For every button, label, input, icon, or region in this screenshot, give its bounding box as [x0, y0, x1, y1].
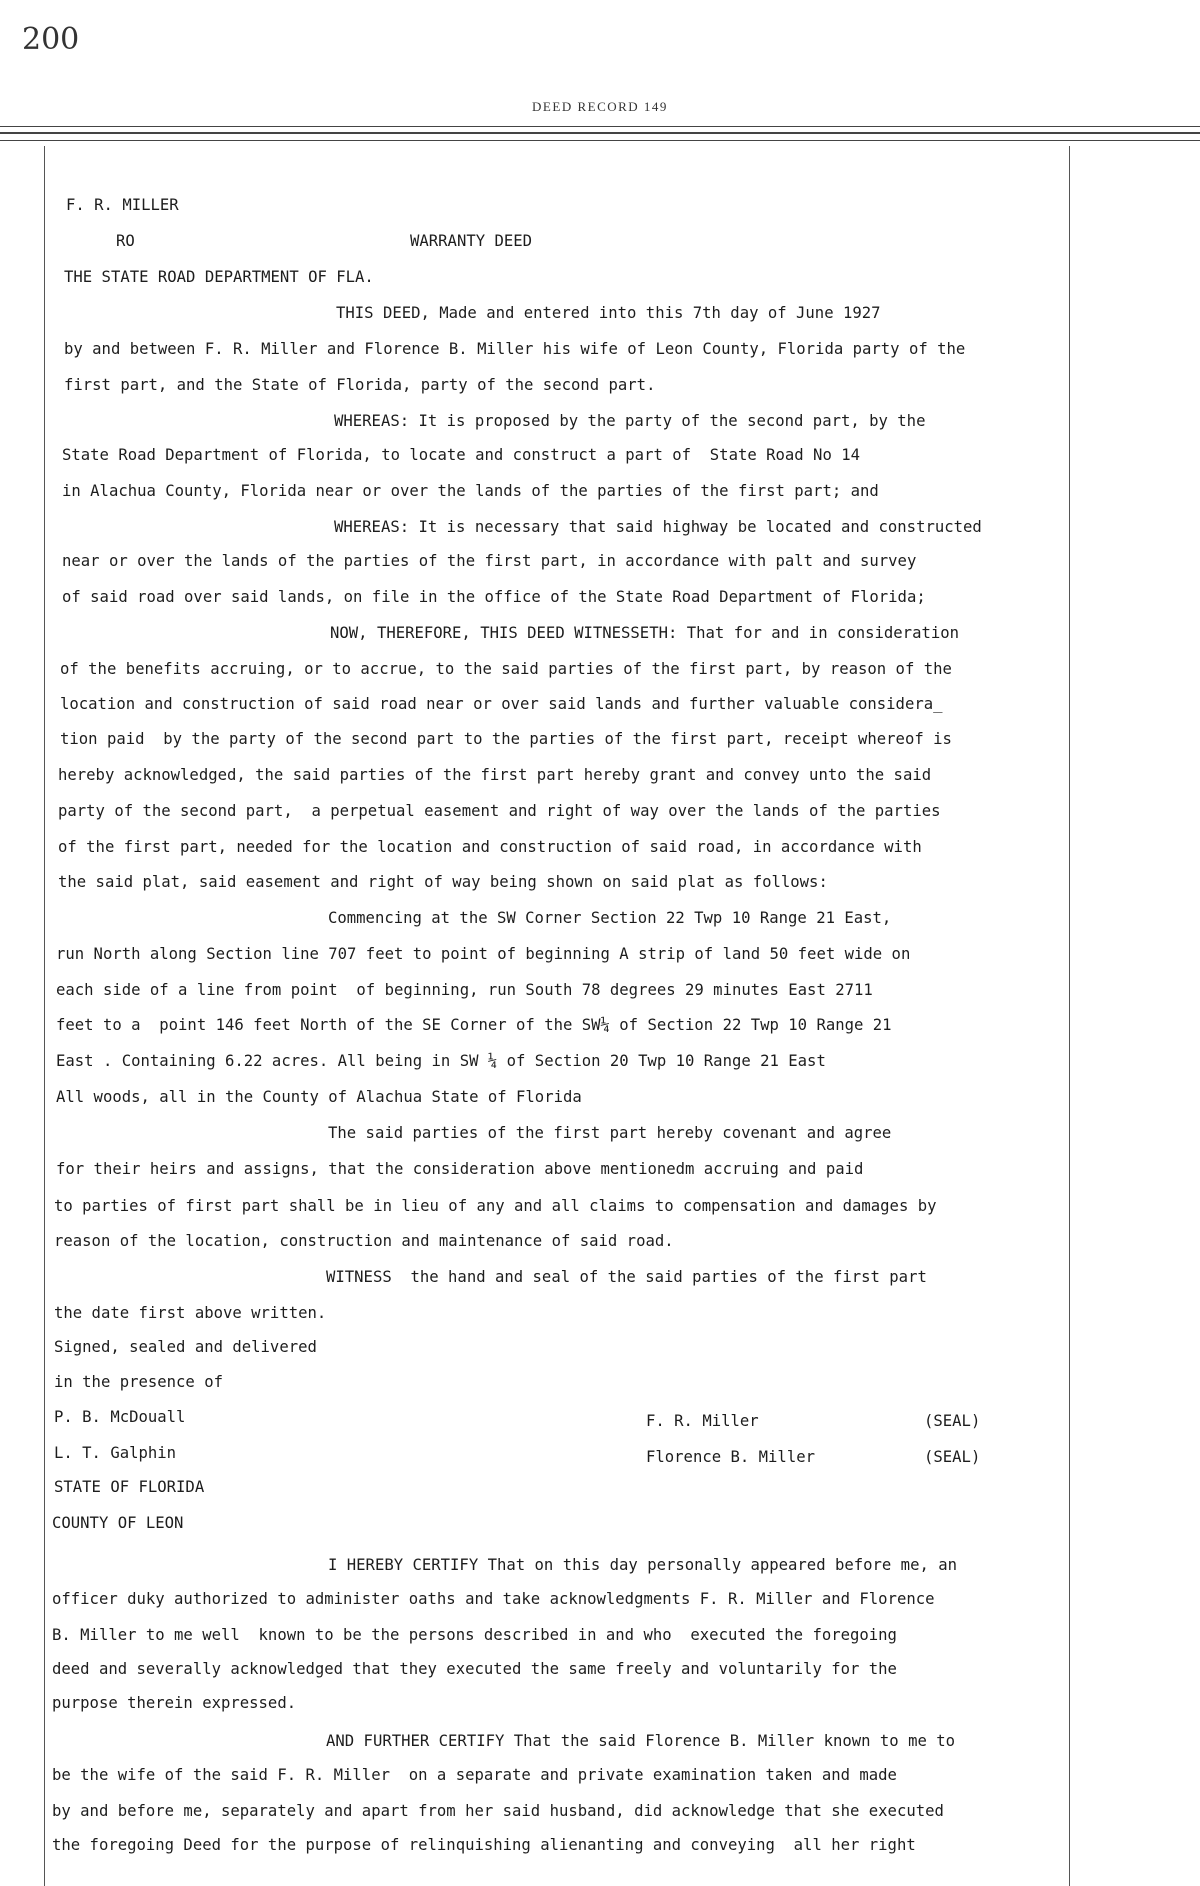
- deed-line: the foregoing Deed for the purpose of relinquishing alienanting and conveying all her right: [52, 1836, 916, 1854]
- deed-line: Signed, sealed and delivered: [54, 1338, 317, 1356]
- deed-line: the date first above written.: [54, 1304, 327, 1322]
- deed-line: B. Miller to me well known to be the persons described in and who executed the foregoing: [52, 1626, 897, 1644]
- header-rule-bottom: [0, 140, 1200, 141]
- deed-line: COUNTY OF LEON: [52, 1514, 184, 1532]
- deed-line: party of the second part, a perpetual easement and right of way over the lands of the parties: [58, 802, 941, 820]
- deed-line: tion paid by the party of the second part to the parties of the first part, receipt whereof is: [60, 730, 952, 748]
- deed-line: East . Containing 6.22 acres. All being in SW ¼ of Section 20 Twp 10 Range 21 East: [56, 1052, 826, 1070]
- page-number: 200: [22, 22, 80, 57]
- deed-line: to parties of first part shall be in lieu of any and all claims to compensation and damages by: [54, 1197, 937, 1215]
- deed-line: WHEREAS: It is proposed by the party of the second part, by the: [334, 412, 926, 430]
- deed-line: in Alachua County, Florida near or over the lands of the parties of the first part; and: [62, 482, 879, 500]
- deed-line: near or over the lands of the parties of the first part, in accordance with palt and survey: [62, 552, 917, 570]
- running-header: DEED RECORD 149: [532, 99, 668, 114]
- deed-line: of the first part, needed for the location and construction of said road, in accordance with: [58, 838, 922, 856]
- deed-line: in the presence of: [54, 1373, 223, 1391]
- deed-line: State Road Department of Florida, to locate and construct a part of State Road No 14: [62, 446, 860, 464]
- signature-2-name: Florence B. Miller: [646, 1448, 815, 1466]
- deed-line: WITNESS the hand and seal of the said parties of the first part: [326, 1268, 927, 1286]
- deed-line: The said parties of the first part hereby covenant and agree: [328, 1124, 892, 1142]
- deed-line: location and construction of said road near or over said lands and further valuable considera_: [60, 695, 943, 713]
- deed-line: P. B. McDouall: [54, 1408, 186, 1426]
- deed-line: feet to a point 146 feet North of the SE Corner of the SW¼ of Section 22 Twp 10 Range 21: [56, 1016, 892, 1034]
- deed-line: by and between F. R. Miller and Florence B. Miller his wife of Leon County, Florida party of the: [64, 340, 966, 358]
- to-label: RO: [116, 232, 135, 250]
- deed-line: run North along Section line 707 feet to point of beginning A strip of land 50 feet wide on: [56, 945, 911, 963]
- deed-line: Commencing at the SW Corner Section 22 Twp 10 Range 21 East,: [328, 909, 892, 927]
- deed-line: for their heirs and assigns, that the consideration above mentionedm accruing and paid: [56, 1160, 864, 1178]
- signature-1-seal: (SEAL): [924, 1412, 981, 1430]
- deed-line: L. T. Galphin: [54, 1444, 177, 1462]
- deed-line: first part, and the State of Florida, party of the second part.: [64, 376, 656, 394]
- deed-line: the said plat, said easement and right of way being shown on said plat as follows:: [58, 873, 828, 891]
- deed-line: each side of a line from point of beginning, run South 78 degrees 29 minutes East 2711: [56, 981, 873, 999]
- deed-line: by and before me, separately and apart from her said husband, did acknowledge that she executed: [52, 1802, 944, 1820]
- signature-1-name: F. R. Miller: [646, 1412, 759, 1430]
- deed-line: WHEREAS: It is necessary that said highway be located and constructed: [334, 518, 982, 536]
- signature-2-seal: (SEAL): [924, 1448, 981, 1466]
- deed-line: All woods, all in the County of Alachua State of Florida: [56, 1088, 582, 1106]
- deed-line: I HEREBY CERTIFY That on this day personally appeared before me, an: [328, 1556, 958, 1574]
- grantor-name: F. R. MILLER: [66, 196, 179, 214]
- deed-line: be the wife of the said F. R. Miller on a separate and private examination taken and made: [52, 1766, 897, 1784]
- deed-line: AND FURTHER CERTIFY That the said Florence B. Miller known to me to: [326, 1732, 956, 1750]
- left-margin-line: [44, 146, 45, 1886]
- deed-type: WARRANTY DEED: [410, 232, 533, 250]
- deed-line: hereby acknowledged, the said parties of the first part hereby grant and convey unto the said: [58, 766, 932, 784]
- deed-line: THIS DEED, Made and entered into this 7th day of June 1927: [336, 304, 881, 322]
- deed-line: deed and severally acknowledged that they executed the same freely and voluntarily for the: [52, 1660, 897, 1678]
- deed-line: of the benefits accruing, or to accrue, to the said parties of the first part, by reason of the: [60, 660, 952, 678]
- deed-line: of said road over said lands, on file in the office of the State Road Department of Florida;: [62, 588, 926, 606]
- deed-line: reason of the location, construction and maintenance of said road.: [54, 1232, 674, 1250]
- deed-line: officer duky authorized to administer oaths and take acknowledgments F. R. Miller and Florence: [52, 1590, 935, 1608]
- header-rule-middle: [0, 132, 1200, 134]
- right-margin-line: [1069, 146, 1070, 1886]
- deed-line: purpose therein expressed.: [52, 1694, 297, 1712]
- header-rule-top: [0, 126, 1200, 127]
- grantee-name: THE STATE ROAD DEPARTMENT OF FLA.: [64, 268, 374, 286]
- deed-line: STATE OF FLORIDA: [54, 1478, 205, 1496]
- deed-line: NOW, THEREFORE, THIS DEED WITNESSETH: That for and in consideration: [330, 624, 960, 642]
